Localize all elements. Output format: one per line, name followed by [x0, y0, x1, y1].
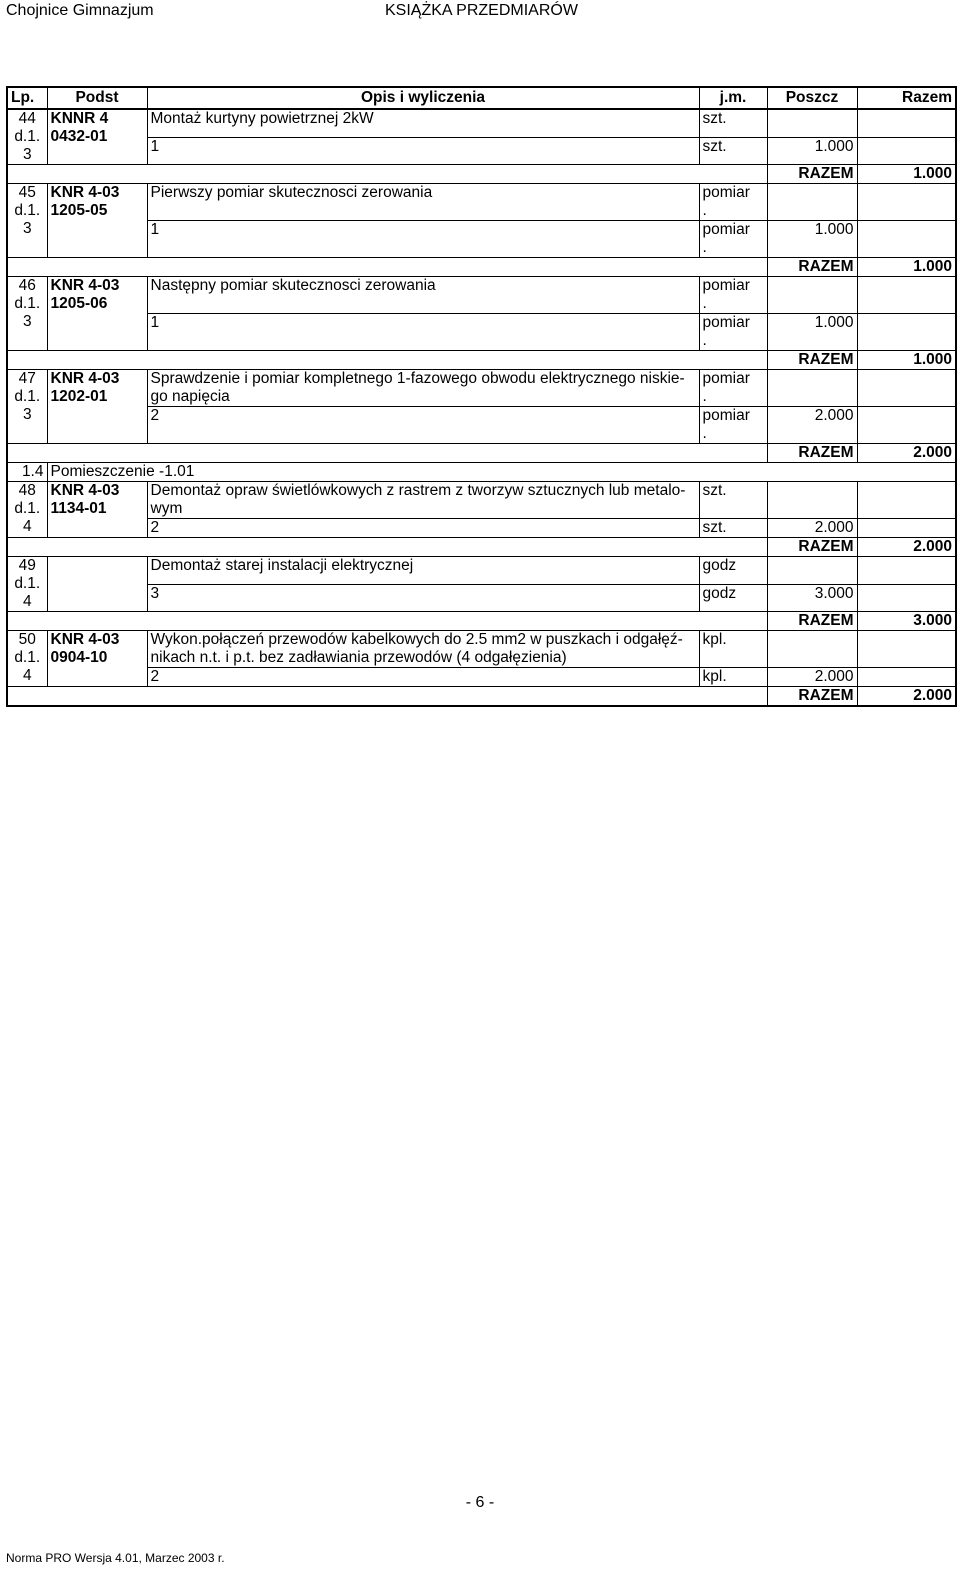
table-row: [7, 137, 956, 164]
item-calc-unit: pomiar .: [699, 314, 767, 351]
item-razem-empty: [857, 137, 956, 164]
total-label: RAZEM: [767, 258, 857, 277]
item-total: 1.000: [857, 258, 956, 277]
total-spacer: [7, 538, 767, 557]
item-lp: 45 d.1. 3: [7, 184, 47, 258]
total-label: RAZEM: [767, 538, 857, 557]
item-lp: 49 d.1. 4: [7, 557, 47, 612]
item-lp: 47 d.1. 3: [7, 370, 47, 444]
item-total: 2.000: [857, 444, 956, 463]
header-title: KSIĄŻKA PRZEDMIARÓW: [385, 2, 578, 19]
total-label: RAZEM: [767, 687, 857, 707]
item-razem-empty: [857, 109, 956, 137]
table-row: [7, 277, 956, 314]
item-total: 2.000: [857, 538, 956, 557]
col-header-lp: Lp.: [7, 87, 47, 109]
col-header-opis: Opis i wyliczenia: [147, 87, 699, 109]
table-row: [7, 631, 956, 668]
item-calc: 2: [147, 519, 699, 538]
item-lp: 44 d.1. 3: [7, 109, 47, 165]
item-podst: [47, 557, 147, 612]
total-label: RAZEM: [767, 165, 857, 184]
table-row: [7, 370, 956, 407]
item-unit: pomiar .: [699, 277, 767, 314]
table-row: [7, 584, 956, 612]
item-poszcz-empty: [767, 109, 857, 137]
item-podst: KNR 4-03 0904-10: [47, 631, 147, 687]
item-description: Demontaż starej instalacji elektrycznej: [147, 557, 699, 585]
total-spacer: [7, 612, 767, 631]
item-calc: 2: [147, 407, 699, 444]
item-poszcz-empty: [767, 482, 857, 519]
item-razem-empty: [857, 668, 956, 687]
total-label: RAZEM: [767, 612, 857, 631]
table-row: [7, 482, 956, 519]
table-row-total: [7, 538, 956, 557]
table-row: [7, 519, 956, 538]
section-number: 1.4: [7, 463, 47, 482]
item-lp: 50 d.1. 4: [7, 631, 47, 687]
table-header-row: [7, 87, 956, 109]
item-podst: KNR 4-03 1202-01: [47, 370, 147, 444]
item-calc-unit: szt.: [699, 137, 767, 164]
item-poszcz: 1.000: [767, 137, 857, 164]
item-poszcz: 3.000: [767, 584, 857, 612]
section-title: Pomieszczenie -1.01: [47, 463, 956, 482]
item-razem-empty: [857, 221, 956, 258]
item-poszcz-empty: [767, 184, 857, 221]
item-description: Montaż kurtyny powietrznej 2kW: [147, 109, 699, 137]
item-calc-unit: szt.: [699, 519, 767, 538]
item-razem-empty: [857, 557, 956, 585]
col-header-razem: Razem: [857, 87, 956, 109]
table-row: [7, 557, 956, 585]
table-row: [7, 407, 956, 444]
item-description: Sprawdzenie i pomiar kompletnego 1-fazowego obwodu elektrycznego niskie- go napięcia: [147, 370, 699, 407]
table-row-total: [7, 351, 956, 370]
item-description: Pierwszy pomiar skutecznosci zerowania: [147, 184, 699, 221]
item-podst: KNR 4-03 1205-05: [47, 184, 147, 258]
item-calc: 2: [147, 668, 699, 687]
table-row: [7, 314, 956, 351]
item-poszcz-empty: [767, 631, 857, 668]
item-poszcz-empty: [767, 277, 857, 314]
table-row: [7, 109, 956, 137]
item-unit: szt.: [699, 482, 767, 519]
item-poszcz: 2.000: [767, 407, 857, 444]
item-calc: 1: [147, 314, 699, 351]
item-lp: 48 d.1. 4: [7, 482, 47, 538]
item-unit: szt.: [699, 109, 767, 137]
total-spacer: [7, 351, 767, 370]
table-body: [7, 109, 956, 706]
page-number: - 6 -: [465, 1494, 495, 1511]
item-calc: 1: [147, 221, 699, 258]
item-poszcz-empty: [767, 370, 857, 407]
item-calc: 3: [147, 584, 699, 612]
item-calc-unit: pomiar .: [699, 221, 767, 258]
table-row-total: [7, 258, 956, 277]
total-spacer: [7, 165, 767, 184]
item-razem-empty: [857, 584, 956, 612]
item-poszcz: 2.000: [767, 668, 857, 687]
item-razem-empty: [857, 519, 956, 538]
table-row: [7, 184, 956, 221]
table-row-total: [7, 444, 956, 463]
section-row: [7, 463, 956, 482]
przedmiar-table: [6, 86, 957, 707]
item-poszcz: 2.000: [767, 519, 857, 538]
total-spacer: [7, 687, 767, 707]
item-razem-empty: [857, 184, 956, 221]
item-lp: 46 d.1. 3: [7, 277, 47, 351]
item-unit: godz: [699, 557, 767, 585]
item-podst: KNR 4-03 1205-06: [47, 277, 147, 351]
item-calc-unit: pomiar .: [699, 407, 767, 444]
table-row: [7, 221, 956, 258]
item-calc-unit: kpl.: [699, 668, 767, 687]
item-razem-empty: [857, 370, 956, 407]
table-row-total: [7, 612, 956, 631]
item-total: 1.000: [857, 351, 956, 370]
header-left: Chojnice Gimnazjum: [6, 2, 154, 19]
item-unit: pomiar .: [699, 370, 767, 407]
item-total: 1.000: [857, 165, 956, 184]
footer-text: Norma PRO Wersja 4.01, Marzec 2003 r.: [6, 1551, 225, 1565]
total-spacer: [7, 258, 767, 277]
item-description: Wykon.połączeń przewodów kabelkowych do 2.5 mm2 w puszkach i odgałęź- nikach n.t. i p.t. bez zadławiania przewodów (4 odgałęzienia): [147, 631, 699, 668]
item-razem-empty: [857, 482, 956, 519]
col-header-jm: j.m.: [699, 87, 767, 109]
item-calc: 1: [147, 137, 699, 164]
table-row: [7, 668, 956, 687]
item-poszcz-empty: [767, 557, 857, 585]
item-total: 2.000: [857, 687, 956, 707]
table-row-total: [7, 165, 956, 184]
item-unit: kpl.: [699, 631, 767, 668]
item-razem-empty: [857, 631, 956, 668]
item-total: 3.000: [857, 612, 956, 631]
item-calc-unit: godz: [699, 584, 767, 612]
col-header-podst: Podst: [47, 87, 147, 109]
total-label: RAZEM: [767, 444, 857, 463]
item-podst: KNR 4-03 1134-01: [47, 482, 147, 538]
item-description: Demontaż opraw świetlówkowych z rastrem z tworzyw sztucznych lub metalo- wym: [147, 482, 699, 519]
total-label: RAZEM: [767, 351, 857, 370]
item-unit: pomiar .: [699, 184, 767, 221]
table-row-total: [7, 687, 956, 707]
item-razem-empty: [857, 314, 956, 351]
item-poszcz: 1.000: [767, 314, 857, 351]
item-poszcz: 1.000: [767, 221, 857, 258]
item-podst: KNNR 4 0432-01: [47, 109, 147, 165]
item-razem-empty: [857, 407, 956, 444]
total-spacer: [7, 444, 767, 463]
col-header-poszcz: Poszcz: [767, 87, 857, 109]
item-razem-empty: [857, 277, 956, 314]
item-description: Następny pomiar skutecznosci zerowania: [147, 277, 699, 314]
